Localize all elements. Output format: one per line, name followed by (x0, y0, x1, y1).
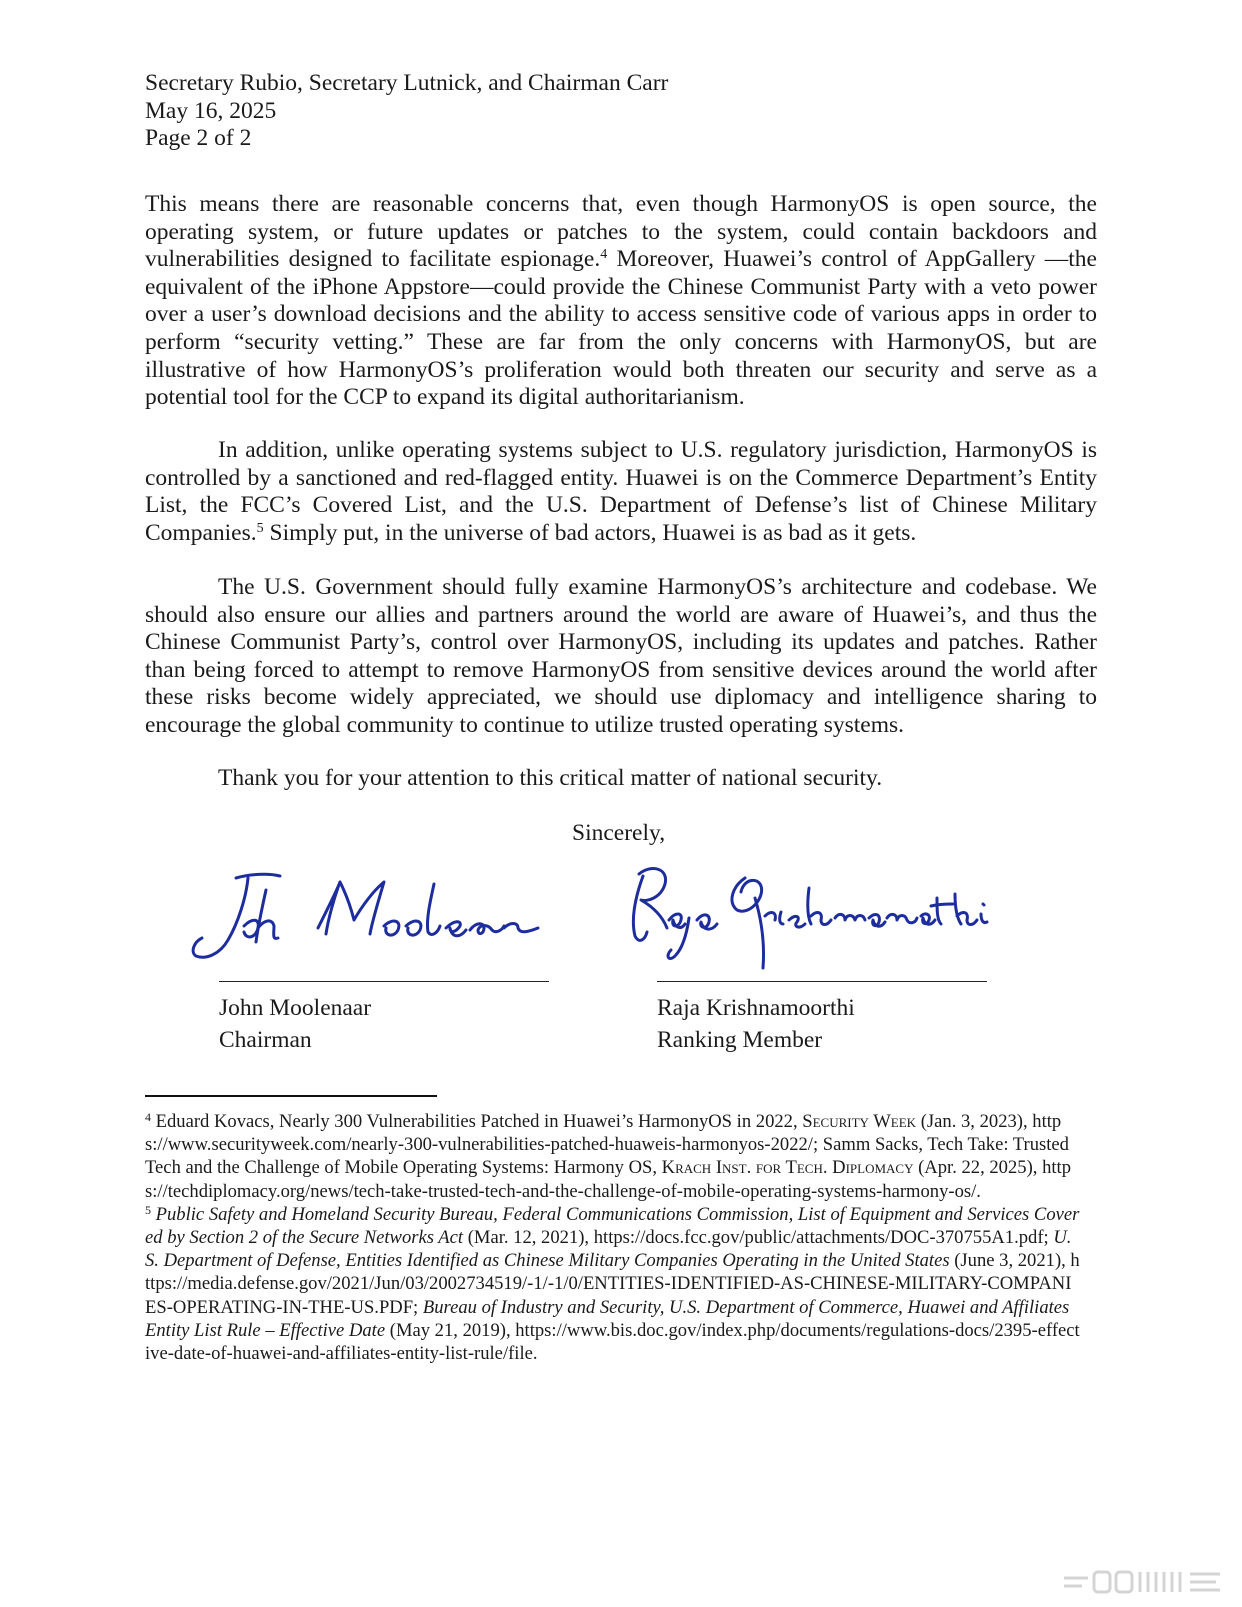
page-number: Page 2 of 2 (145, 125, 252, 151)
signature-line-2 (657, 981, 987, 982)
footnote-text: (Apr. 22, 2025), https://techdiplomacy.org/news/tech-take-trusted-tech-and-the-challenge-of-mobile-operating-systems-harmony-os/. (145, 1157, 1071, 1202)
signature-john-moolenaar (188, 868, 543, 968)
footnotes (145, 1110, 1080, 1365)
paragraph-2-text-b: Simply put, in the universe of bad actors, Huawei is as bad as it gets. (263, 519, 917, 546)
recipients-line: Secretary Rubio, Secretary Lutnick, and Chairman Carr (145, 70, 669, 96)
paragraph-1 (145, 191, 1097, 412)
paragraph-3: The U.S. Government should fully examine HarmonyOS’s architecture and codebase. We should also ensure our allies and partners around the world are aware of Huawei’s, and thus the Chinese Communist Party’s, control over HarmonyOS, including its updates and patches. Rather than being forced to attempt to remove HarmonyOS from sensitive devices around the world after these risks become widely appreciated, we should use diplomacy and intelligence sharing to encourage the global community to continue to utilize trusted operating systems. (145, 574, 1097, 738)
footnote-ref-4[interactable]: 4 (600, 247, 608, 263)
signature-raja-krishnamoorthi (625, 858, 995, 978)
letter-date: May 16, 2025 (145, 97, 277, 124)
paragraph-2 (145, 437, 1097, 547)
footnote-number: 5 (145, 1202, 151, 1217)
signer-title: Ranking Member (657, 1027, 823, 1053)
footnote-4 (145, 1110, 1080, 1203)
signer-block-1 (219, 992, 371, 1056)
paragraph-4: Thank you for your attention to this critical matter of national security. (218, 765, 883, 791)
letter-header (145, 70, 668, 153)
footnote-5 (145, 1203, 1080, 1365)
footnote-ref-5[interactable]: 5 (256, 520, 264, 536)
paragraph-2-text-a: In addition, unlike operating systems subject to U.S. regulatory jurisdiction, HarmonyOS is controlled by a sanctioned and red-flagged entity. Huawei is on the Commerce Department’s Entity List, the FCC’s Covered List, and the U.S. Department of Defense’s list of Chinese Military Companies. (145, 437, 1097, 546)
publication-name: Security Week (802, 1111, 917, 1132)
cited-title: Bureau of Industry and Security, U.S. Department of Commerce, Huawei and Affiliates Entity List Rule – Effective Date (145, 1296, 1070, 1341)
watermark-logo (1060, 1568, 1225, 1596)
cited-title: Public Safety and Homeland Security Bureau, Federal Communications Commission, List of Equipment and Services Covered by Section 2 of the Secure Networks Act (145, 1203, 1080, 1249)
signer-title: Chairman (219, 1027, 312, 1053)
signer-name: Raja Krishnamoorthi (657, 995, 855, 1021)
footnote-number: 4 (145, 1110, 151, 1124)
paragraph-1-text-a: This means there are reasonable concerns that, even though HarmonyOS is open source, the operating system, or future updates or patches to the system, could contain backdoors and vulnerabilities designed to facilitate espionage. (145, 191, 1097, 273)
signature-line-1 (219, 981, 549, 982)
footnote-text: Eduard Kovacs, Nearly 300 Vulnerabilities Patched in Huawei’s HarmonyOS in 2022, (151, 1111, 803, 1132)
footnote-text: (Mar. 12, 2021), https://docs.fcc.gov/public/attachments/DOC-370755A1.pdf; (463, 1227, 1054, 1249)
footnote-text: (May 21, 2019), https://www.bis.doc.gov/index.php/documents/regulations-docs/2395-effective-date-of-huawei-and-affiliates-entity-list-rule/file. (145, 1319, 1080, 1365)
publication-name: Krach Inst. for Tech. Diplomacy (661, 1157, 914, 1179)
footnote-text: (June 3, 2021), https://media.defense.gov/2021/Jun/03/2002734519/-1/-1/0/ENTITIES-IDENTIFIED-AS-CHINESE-MILITARY-COMPANIES-OPERATING-IN-THE-US.PDF; (145, 1250, 1080, 1318)
signer-name: John Moolenaar (219, 995, 372, 1021)
closing-salutation: Sincerely, (572, 820, 666, 846)
footnote-text: (Jan. 3, 2023), https://www.securityweek.com/nearly-300-vulnerabilities-patched-huaweis-harmonyos-2022/; Samm Sacks, Tech Take: Trusted Tech and the Challenge of Mobile Operating Systems: Harmony OS, (145, 1111, 1069, 1179)
cited-title: U.S. Department of Defense, Entities Identified as Chinese Military Companies Operating in the United States (145, 1227, 1072, 1272)
footnote-divider (145, 1095, 437, 1097)
paragraph-1-text-b: Moreover, Huawei’s control of AppGallery —the equivalent of the iPhone Appstore—could provide the Chinese Communist Party with a veto power over a user’s download decisions and the ability to access sensitive code of various apps in order to perform “security vetting.” These are far from the only concerns with HarmonyOS, but are illustrative of how HarmonyOS’s proliferation would both threaten our security and serve as a potential tool for the CCP to expand its digital authoritarianism. (145, 246, 1097, 411)
signer-block-2 (657, 992, 855, 1056)
